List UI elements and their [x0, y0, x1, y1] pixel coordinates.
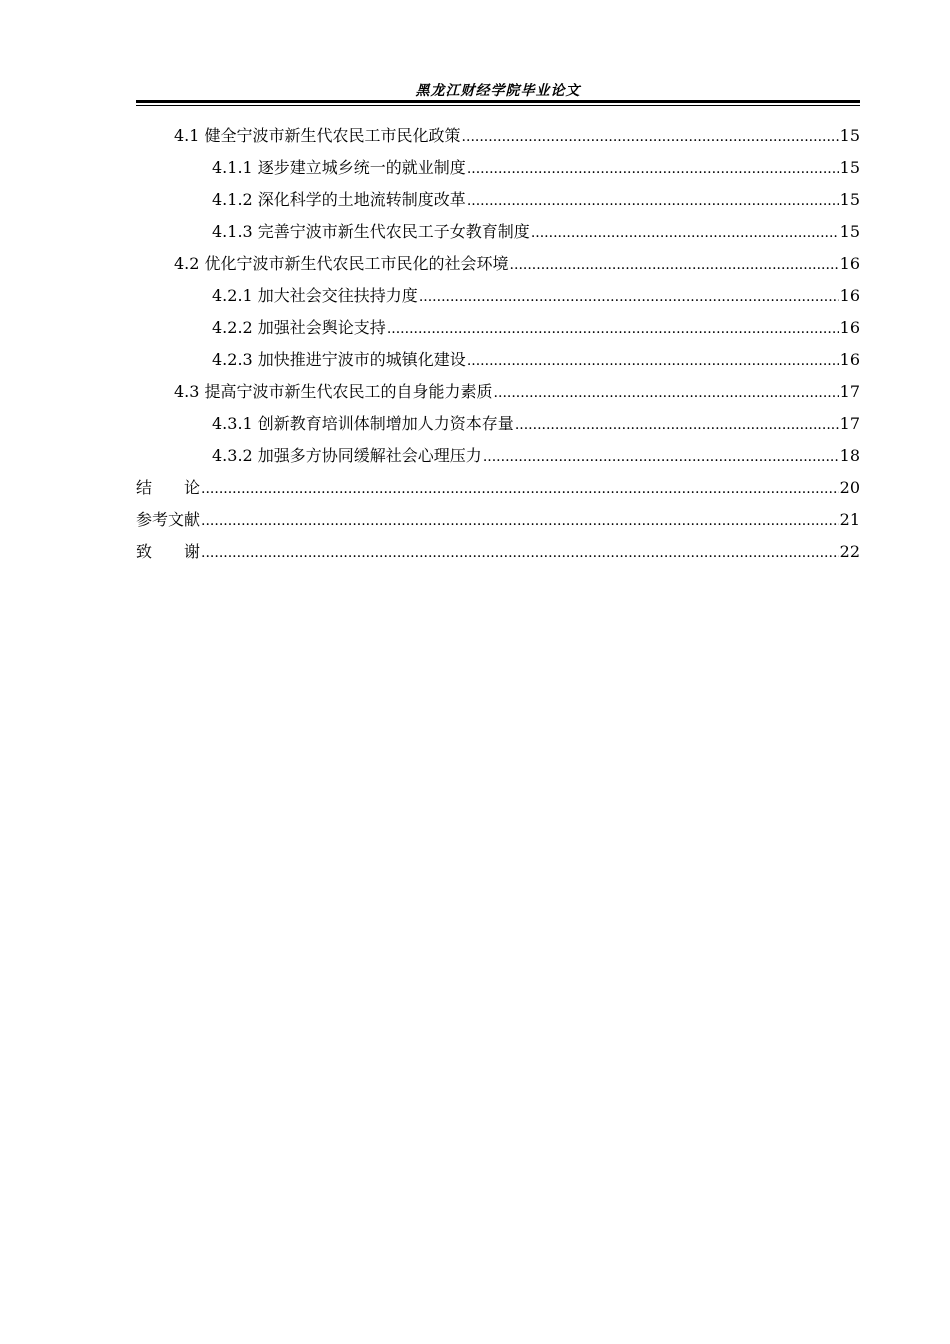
toc-entry-conclusion[interactable]	[136, 472, 860, 504]
toc-page-number: 16	[839, 350, 860, 369]
toc-page-number: 16	[839, 254, 860, 273]
toc-leader-dots	[467, 345, 839, 377]
toc-entry-label: 4.2.3 加快推进宁波市的城镇化建设	[212, 350, 466, 369]
toc-entry-4-1[interactable]	[136, 120, 860, 152]
toc-leader-dots	[419, 281, 839, 313]
header-rule-thin	[136, 105, 860, 106]
toc-leader-dots	[467, 153, 839, 185]
toc-entry-label: 4.1 健全宁波市新生代农民工市民化政策	[174, 126, 461, 145]
toc-entry-4-3[interactable]	[136, 376, 860, 408]
toc-entry-4-1-1[interactable]	[136, 152, 860, 184]
toc-entry-4-2-3[interactable]	[136, 344, 860, 376]
toc-entry-4-1-2[interactable]	[136, 184, 860, 216]
toc-entry-label: 致 谢	[136, 542, 201, 561]
toc-page-number: 16	[839, 318, 860, 337]
toc-entry-label: 4.3.2 加强多方协同缓解社会心理压力	[212, 446, 482, 465]
toc-entry-label: 4.2 优化宁波市新生代农民工市民化的社会环境	[174, 254, 509, 273]
toc-page-number: 18	[839, 446, 860, 465]
toc-entry-4-3-1[interactable]	[136, 408, 860, 440]
toc-leader-dots	[201, 473, 839, 505]
toc-entry-label: 4.2.2 加强社会舆论支持	[212, 318, 386, 337]
toc-page-number: 17	[839, 382, 860, 401]
toc-entry-4-2-2[interactable]	[136, 312, 860, 344]
toc-page-number: 20	[839, 478, 860, 497]
toc-entry-references[interactable]	[136, 504, 860, 536]
toc-entry-4-2-1[interactable]	[136, 280, 860, 312]
toc-leader-dots	[515, 409, 839, 441]
toc-entry-4-2[interactable]	[136, 248, 860, 280]
toc-entry-label: 4.2.1 加大社会交往扶持力度	[212, 286, 418, 305]
toc-page-number: 15	[839, 222, 860, 241]
toc-entry-acknowledgements[interactable]	[136, 536, 860, 568]
page-header-title: 黑龙江财经学院毕业论文	[415, 83, 581, 99]
toc-leader-dots	[201, 505, 839, 537]
toc-leader-dots	[483, 441, 839, 473]
toc-leader-dots	[201, 537, 839, 569]
toc-entry-label: 4.1.2 深化科学的土地流转制度改革	[212, 190, 466, 209]
toc-leader-dots	[494, 377, 839, 409]
table-of-contents	[136, 120, 860, 568]
toc-entry-4-3-2[interactable]	[136, 440, 860, 472]
toc-page-number: 21	[839, 510, 860, 529]
toc-leader-dots	[531, 217, 839, 249]
toc-entry-label: 4.1.1 逐步建立城乡统一的就业制度	[212, 158, 466, 177]
toc-page-number: 22	[839, 542, 860, 561]
toc-entry-label: 4.3.1 创新教育培训体制增加人力资本存量	[212, 414, 514, 433]
toc-leader-dots	[387, 313, 839, 345]
toc-page-number: 15	[839, 190, 860, 209]
toc-entry-label: 4.1.3 完善宁波市新生代农民工子女教育制度	[212, 222, 530, 241]
toc-entry-label: 参考文献	[136, 510, 201, 529]
toc-page-number: 16	[839, 286, 860, 305]
toc-entry-label: 4.3 提高宁波市新生代农民工的自身能力素质	[174, 382, 493, 401]
toc-entry-4-1-3[interactable]	[136, 216, 860, 248]
toc-entry-label: 结 论	[136, 478, 201, 497]
toc-page-number: 15	[839, 158, 860, 177]
toc-leader-dots	[462, 121, 839, 153]
toc-leader-dots	[467, 185, 839, 217]
toc-page-number: 15	[839, 126, 860, 145]
header-rule-thick	[136, 100, 860, 103]
toc-page-number: 17	[839, 414, 860, 433]
toc-leader-dots	[510, 249, 839, 281]
